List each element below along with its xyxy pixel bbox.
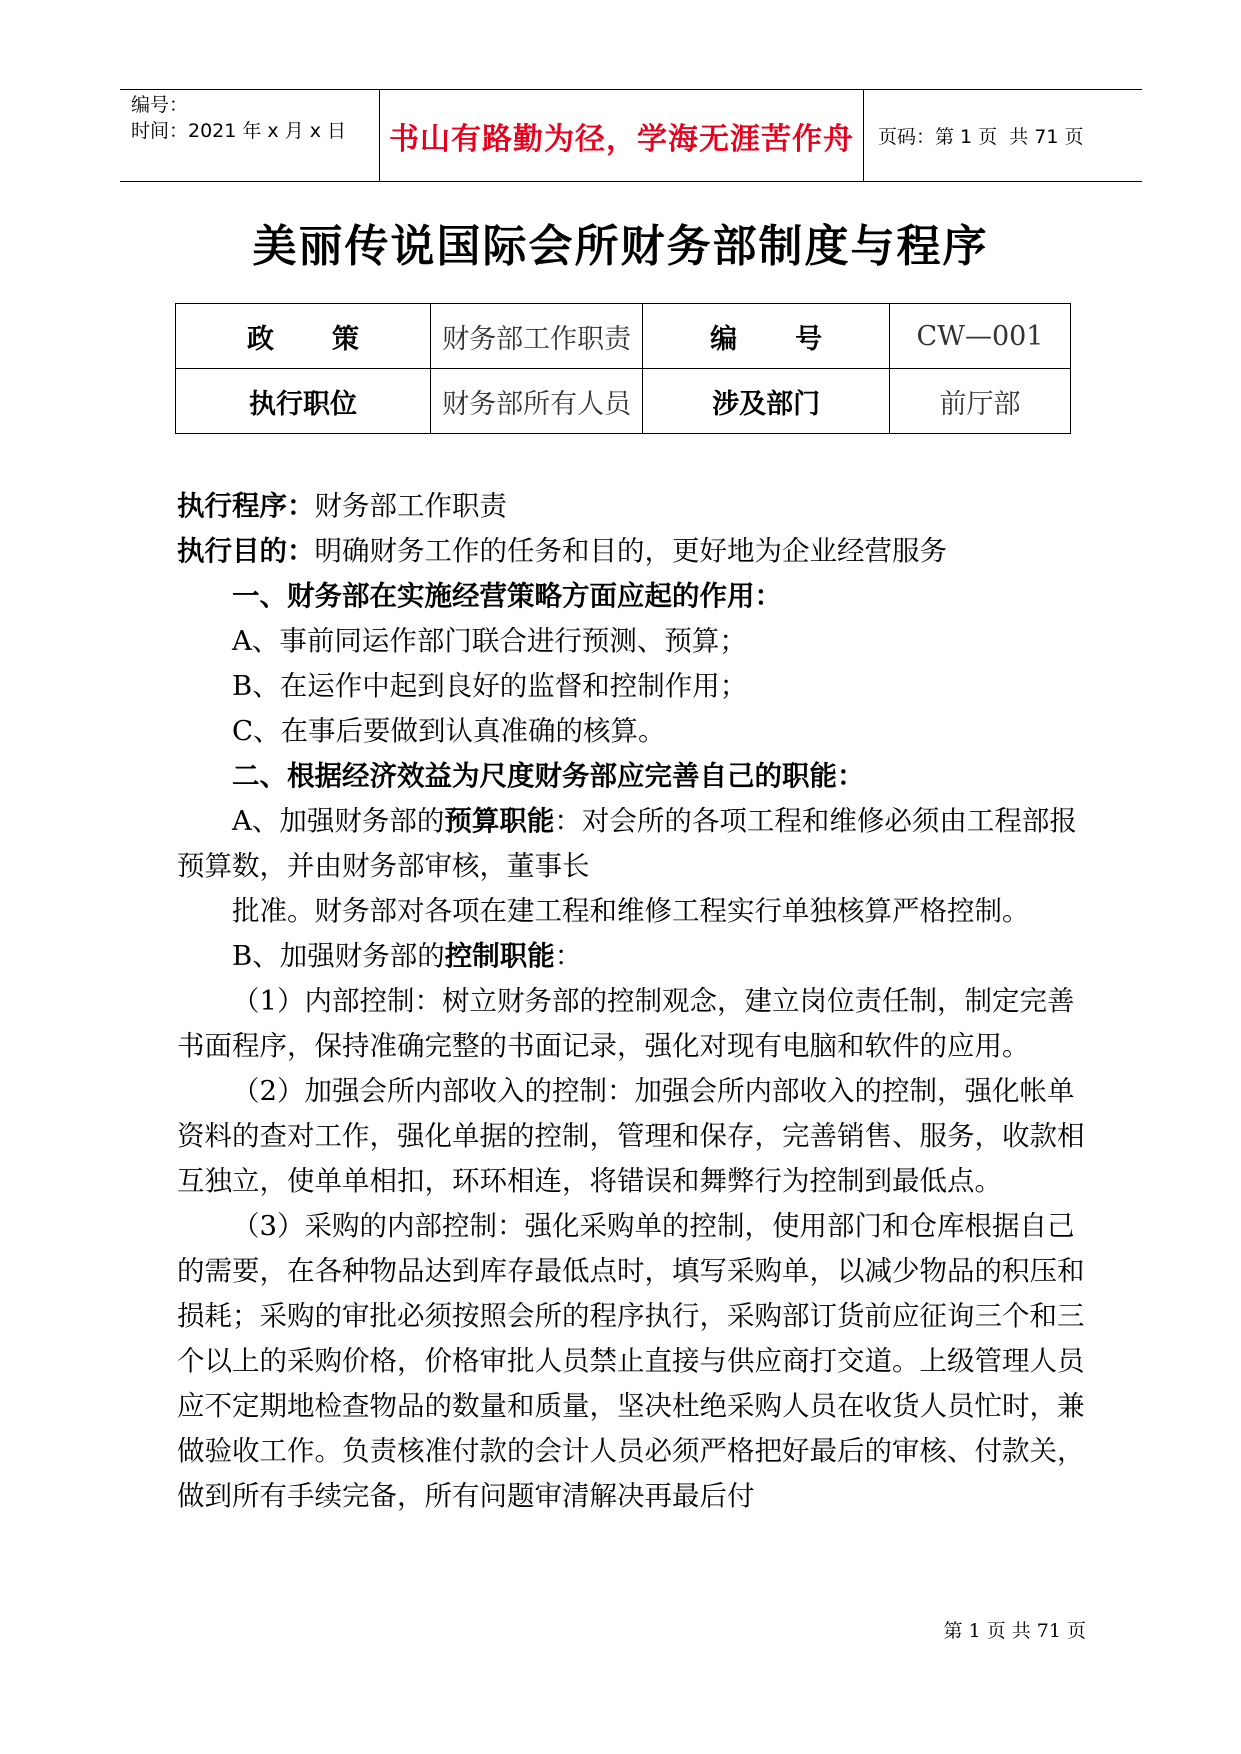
- paragraph-a-prefix: A、加强财务部的: [232, 805, 445, 837]
- section1-item: A、事前同运作部门联合进行预测、预算；: [232, 625, 747, 657]
- policy-value: 财务部工作职责: [430, 304, 642, 369]
- paragraph-a: [177, 799, 1097, 889]
- document-date: 时间：2021 年 x 月 x 日: [131, 120, 347, 142]
- paragraph-b-bold: 控制职能: [444, 940, 555, 972]
- position-label: 执行职位: [176, 369, 431, 434]
- policy-row: [176, 304, 1071, 369]
- paragraph-a-text: ：对会所的各项工程和维修必须由工程部报预算数，并由财务部审核，董事长: [177, 805, 1077, 882]
- policy-label: 政策: [176, 304, 431, 369]
- policy-table: [175, 303, 1071, 434]
- list-item-2: （2）加强会所内部收入的控制：加强会所内部收入的控制，强化帐单资料的查对工作，强化单据的控制，管理和保存，完善销售、服务，收款相互独立，使单单相扣，环环相连，将错误和舞弊行为控制到最低点。: [177, 1075, 1085, 1197]
- section1-heading-text: 一、财务部在实施经营策略方面应起的作用：: [232, 580, 782, 612]
- policy-row: [176, 369, 1071, 434]
- paragraph-b: [177, 934, 1097, 979]
- header-page-info: [864, 90, 1142, 181]
- procedure-value: 财务部工作职责: [314, 490, 507, 522]
- document-number-label: 编号：: [131, 94, 189, 116]
- page-footer: 第 1 页 共 71 页: [943, 1620, 1086, 1642]
- header-meta: [120, 90, 380, 181]
- list-item-1: （1）内部控制：树立财务部的控制观念，建立岗位责任制，制定完善书面程序，保持准确完整的书面记录，强化对现有电脑和软件的应用。: [177, 985, 1075, 1062]
- purpose-label: 执行目的：: [177, 535, 315, 567]
- section2-heading-text: 二、根据经济效益为尺度财务部应完善自己的职能：: [232, 760, 865, 792]
- department-label: 涉及部门: [643, 369, 890, 434]
- section1-item: B、在运作中起到良好的监督和控制作用；: [232, 670, 748, 702]
- purpose-value: 明确财务工作的任务和目的，更好地为企业经营服务: [314, 535, 947, 567]
- paragraph-a-continued: 批准。财务部对各项在建工程和维修工程实行单独核算严格控制。: [232, 895, 1030, 927]
- department-value: 前厅部: [890, 369, 1071, 434]
- procedure-label: 执行程序：: [177, 490, 315, 522]
- section1-heading: [177, 574, 1097, 619]
- position-value: 财务部所有人员: [430, 369, 642, 434]
- paragraph-b-prefix: B、加强财务部的: [232, 940, 445, 972]
- page-header: [120, 89, 1142, 182]
- list-item-3: （3）采购的内部控制：强化采购单的控制，使用部门和仓库根据自己的需要，在各种物品达到库存最低点时，填写采购单，以减少物品的积压和损耗；采购的审批必须按照会所的程序执行，采购部订货前应征询三个和三个以上的采购价格，价格审批人员禁止直接与供应商打交道。上级管理人员应不定期地检查物品的数量和质量，坚决杜绝采购人员在收货人员忙时，兼做验收工作。负责核准付款的会计人员必须严格把好最后的审核、付款关，做到所有手续完备，所有问题审清解决再最后付: [177, 1210, 1085, 1512]
- section1-item: C、在事后要做到认真准确的核算。: [232, 715, 666, 747]
- number-label: 编号: [643, 304, 890, 369]
- paragraph-b-suffix: ：: [554, 940, 583, 972]
- procedure-line: [177, 484, 1097, 529]
- document-body: [177, 484, 1097, 1519]
- header-page-info-text: 页码：第 1 页 共 71 页: [878, 126, 1084, 148]
- purpose-line: [177, 529, 1097, 574]
- section2-heading: [177, 754, 1097, 799]
- header-motto: 书山有路勤为径，学海无涯苦作舟: [380, 90, 864, 181]
- paragraph-a-bold: 预算职能: [444, 805, 555, 837]
- document-title: 美丽传说国际会所财务部制度与程序: [252, 221, 989, 272]
- number-value: CW—001: [890, 304, 1071, 369]
